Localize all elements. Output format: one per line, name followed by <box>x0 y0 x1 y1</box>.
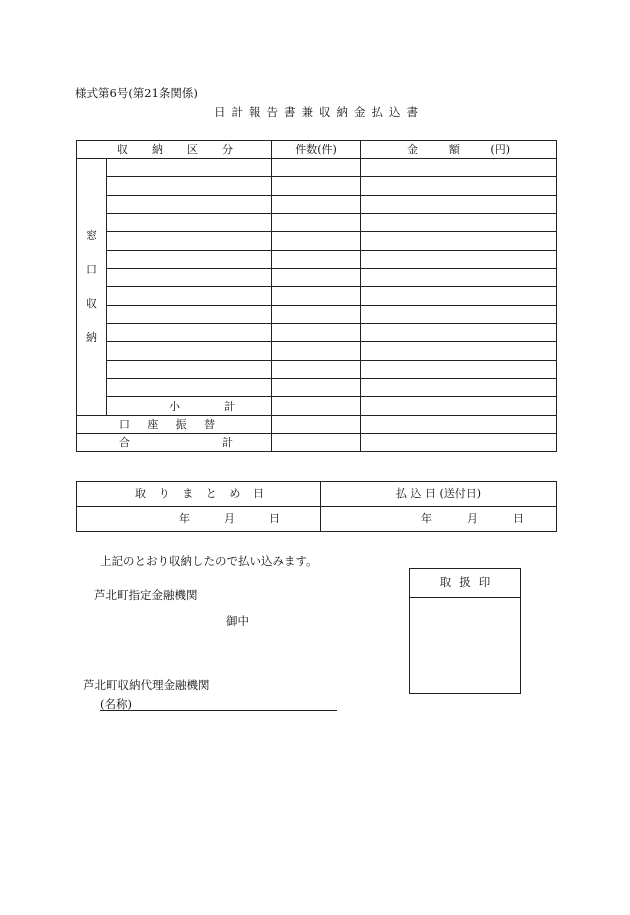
category-cell[interactable] <box>107 232 272 250</box>
amount-cell[interactable] <box>361 195 557 213</box>
count-cell[interactable] <box>272 269 361 287</box>
count-cell[interactable] <box>272 232 361 250</box>
stamp-box <box>409 568 521 694</box>
category-cell[interactable] <box>107 177 272 195</box>
amount-header: 金 額 (円) <box>361 141 557 159</box>
payment-date-header: 払 込 日 (送付日) <box>321 482 557 507</box>
revenue-table <box>76 140 557 452</box>
amount-cell[interactable] <box>361 232 557 250</box>
count-cell[interactable] <box>272 287 361 305</box>
onchu-label: 御中 <box>226 614 249 628</box>
amount-cell[interactable] <box>361 159 557 177</box>
transfer-amount[interactable] <box>361 416 557 434</box>
category-cell[interactable] <box>107 287 272 305</box>
count-cell[interactable] <box>272 250 361 268</box>
amount-cell[interactable] <box>361 305 557 323</box>
count-header: 件数(件) <box>272 141 361 159</box>
table-row <box>77 287 557 305</box>
category-cell[interactable] <box>107 250 272 268</box>
category-cell[interactable] <box>107 360 272 378</box>
date-table <box>76 481 557 532</box>
table-row <box>77 195 557 213</box>
amount-cell[interactable] <box>361 269 557 287</box>
table-row <box>77 177 557 195</box>
category-cell[interactable] <box>107 214 272 232</box>
count-cell[interactable] <box>272 159 361 177</box>
count-cell[interactable] <box>272 324 361 342</box>
payment-date-field[interactable]: 年 月 日 <box>321 507 557 532</box>
table-header-row <box>77 141 557 159</box>
count-cell[interactable] <box>272 195 361 213</box>
table-row <box>77 232 557 250</box>
table-row <box>77 360 557 378</box>
stamp-area[interactable] <box>410 598 520 694</box>
statement-text: 上記のとおり収納したので払い込みます。 <box>100 554 318 568</box>
transfer-count[interactable] <box>272 416 361 434</box>
amount-cell[interactable] <box>361 324 557 342</box>
subtotal-label: 小 計 <box>107 397 272 416</box>
stamp-label: 取扱印 <box>410 569 520 598</box>
table-row <box>77 269 557 287</box>
form-number: 様式第6号(第21条関係) <box>75 86 198 100</box>
total-amount[interactable] <box>361 434 557 452</box>
amount-cell[interactable] <box>361 214 557 232</box>
table-row <box>77 250 557 268</box>
amount-cell[interactable] <box>361 360 557 378</box>
amount-cell[interactable] <box>361 342 557 360</box>
amount-cell[interactable] <box>361 177 557 195</box>
table-row <box>77 305 557 323</box>
designated-bank-label: 芦北町指定金融機関 <box>94 588 198 602</box>
category-cell[interactable] <box>107 342 272 360</box>
subtotal-amount[interactable] <box>361 397 557 416</box>
compiled-date-header: 取 り ま と め 日 <box>77 482 321 507</box>
table-row <box>77 416 557 434</box>
table-row <box>77 379 557 397</box>
table-row <box>77 434 557 452</box>
name-label: (名称) <box>100 697 132 711</box>
table-row <box>77 324 557 342</box>
amount-cell[interactable] <box>361 287 557 305</box>
count-cell[interactable] <box>272 305 361 323</box>
compiled-date-field[interactable]: 年 月 日 <box>77 507 321 532</box>
category-cell[interactable] <box>107 159 272 177</box>
category-cell[interactable] <box>107 305 272 323</box>
category-header: 収 納 区 分 <box>77 141 272 159</box>
table-row <box>77 159 557 177</box>
agent-bank-label: 芦北町収納代理金融機関 <box>83 678 210 692</box>
total-label: 合 計 <box>77 434 272 452</box>
count-cell[interactable] <box>272 379 361 397</box>
table-row <box>77 397 557 416</box>
amount-cell[interactable] <box>361 250 557 268</box>
count-cell[interactable] <box>272 342 361 360</box>
document-title: 日計報告書兼収納金払込書 <box>214 105 424 119</box>
name-underline[interactable] <box>100 710 337 711</box>
category-cell[interactable] <box>107 195 272 213</box>
transfer-label: 口 座 振 替 <box>77 416 272 434</box>
count-cell[interactable] <box>272 360 361 378</box>
category-cell[interactable] <box>107 379 272 397</box>
count-cell[interactable] <box>272 214 361 232</box>
window-receipts-label: 窓 口 収 納 <box>77 159 107 416</box>
subtotal-count[interactable] <box>272 397 361 416</box>
table-row <box>77 214 557 232</box>
category-cell[interactable] <box>107 269 272 287</box>
count-cell[interactable] <box>272 177 361 195</box>
category-cell[interactable] <box>107 324 272 342</box>
amount-cell[interactable] <box>361 379 557 397</box>
total-count[interactable] <box>272 434 361 452</box>
table-row <box>77 342 557 360</box>
